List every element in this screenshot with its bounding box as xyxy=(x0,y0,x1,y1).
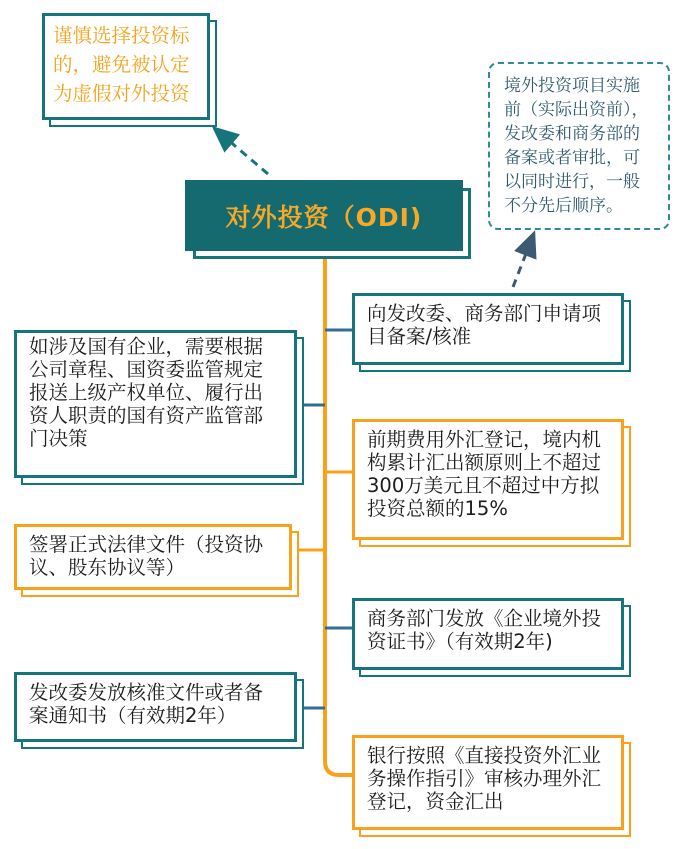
arrow-to-caution-note xyxy=(214,128,268,174)
note-caution: 谨慎选择投资标的，避免被认定为虚假对外投资 xyxy=(42,13,210,120)
arrow-to-timing-note xyxy=(513,233,534,287)
node-sign-legal-documents: 签署正式法律文件（投资协议、股东协议等） xyxy=(14,524,292,590)
node-mofcom-certificate: 商务部门发放《企业境外投资证书》（有效期2年) xyxy=(352,598,624,670)
root-node-odi: 对外投资（ODI) xyxy=(185,180,463,251)
node-state-owned-approval: 如涉及国有企业，需要根据公司章程、国资委监管规定报送上级产权单位、履行出资人职责的国有资产监管部门决策 xyxy=(14,330,297,478)
node-bank-fx-registration: 银行按照《直接投资外汇业务操作指引》审核办理外汇登记，资金汇出 xyxy=(352,735,624,830)
node-ndrc-issues-notice: 发改委发放核准文件或者备案通知书（有效期2年） xyxy=(14,672,297,742)
node-apply-filing-approval: 向发改委、商务部门申请项目备案/核准 xyxy=(352,293,624,365)
node-preliminary-fx-registration: 前期费用外汇登记，境内机构累计汇出额原则上不超过300万美元且不超过中方拟投资总额的15% xyxy=(352,419,624,540)
note-timing: 境外投资项目实施前（实际出资前），发改委和商务部的备案或者审批，可以同时进行，一般不分先后顺序。 xyxy=(488,62,670,230)
